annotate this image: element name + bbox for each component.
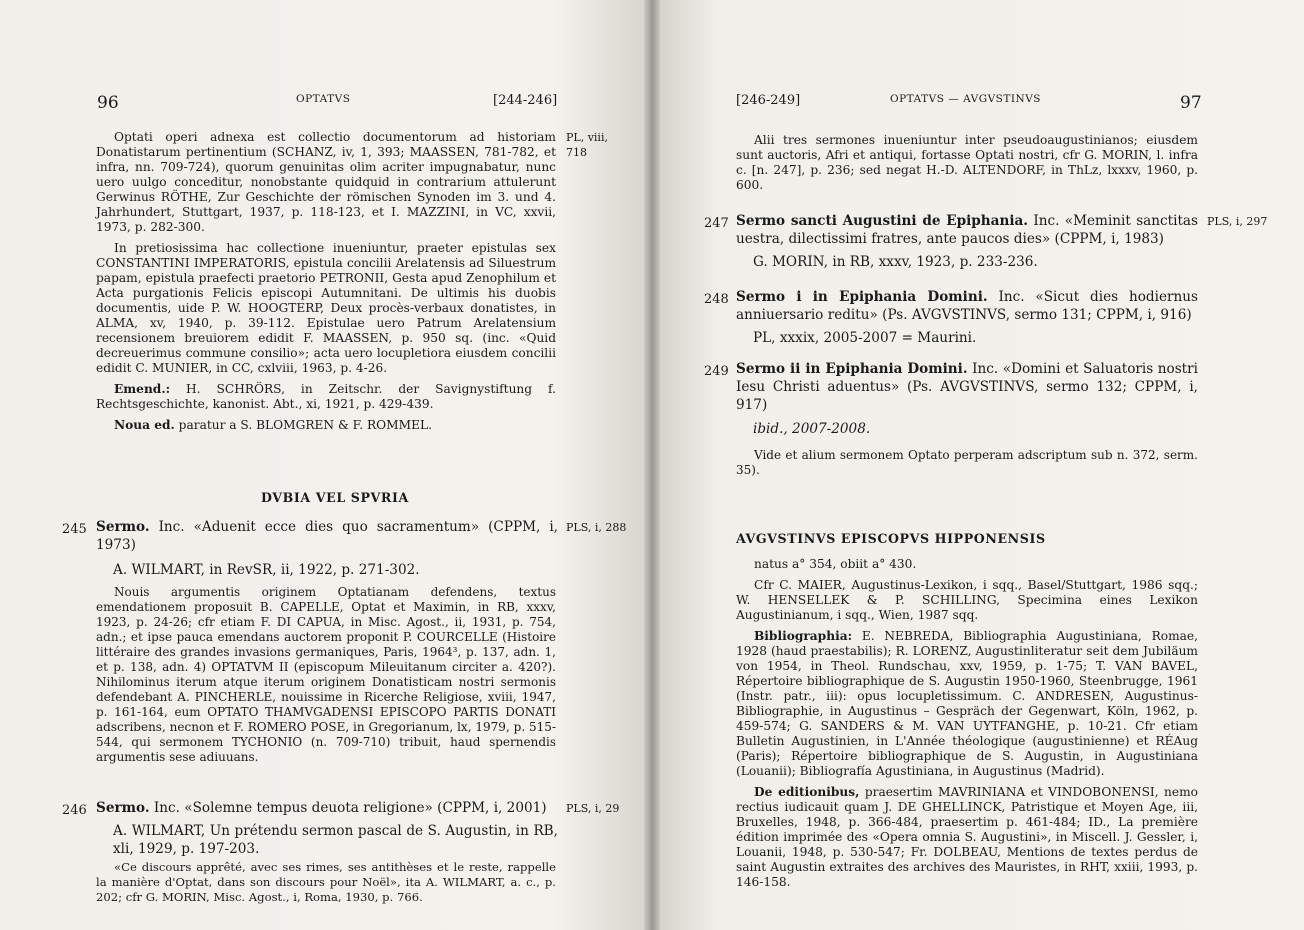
running-head: OPTATVS — AVGVSTINVS xyxy=(890,93,1041,105)
section-title: DVBIA VEL SPVRIA xyxy=(261,490,409,505)
entry-245 xyxy=(96,518,558,554)
running-head: OPTATVS xyxy=(296,93,351,105)
editionibus-label: De editionibus, xyxy=(754,785,860,799)
margin-note: PLS, i, 29 xyxy=(566,802,620,815)
page-number: 97 xyxy=(1180,93,1202,113)
editionibus-text: praesertim MAVRINIANA et VINDOBONENSI, nemo rectius iudicauit quam J. DE GHELLINCK, Patristique et Moyen Age, iii, Bruxelles, 1948, p. 366-484, praesertim p. 461-484; ID., La première édition imprimée des «Opera omnia S. Augustini», in Miscell. J. Gessler, i, Louanii, 1948, p. 530-547; Fr. DOLBEAU, Mentions de textes perdus de saint Augustin extraites des archives des Mauristes, in RHT, xxiii, 1993, p. 146-158. xyxy=(736,785,1198,889)
emend-label: Emend.: xyxy=(114,382,171,396)
entry-reference: PL, xxxix, 2005-2007 = Maurini. xyxy=(753,330,977,346)
entry-number: 248 xyxy=(704,292,729,307)
entry-reference: A. WILMART, Un prétendu sermon pascal de S. Augustin, in RB, xli, 1929, p. 197-203. xyxy=(113,823,558,857)
entry-text: Inc. «Solemne tempus deuota religione» (CPPM, i, 2001) xyxy=(153,800,547,816)
intro-paragraph-1: Optati operi adnexa est collectio documentorum ad historiam Donatistarum pertinentium (SCHANZ, iv, 1, 393; MAASSEN, 781-782, et infra, nn. 709-724), quorum genuinitas olim acriter impugnabatur, nunc uero uulgo conceditur, nonobstante quidquid in contrarium attulerunt Gerwinus RÖTHE, Zur Geschichte der römischen Synoden im 3. und 4. Jahrhundert, Stuttgart, 1937, p. 118-123, et I. MAZZINI, in VC, xxvii, 1973, p. 282-300. xyxy=(96,130,556,234)
margin-note: PLS, i, 288 xyxy=(566,521,627,534)
intro-text: Alii tres sermones inueniuntur inter pseudoaugustinianos; eiusdem sunt auctoris, Afri et antiqui, fortasse Optati nostri, cfr G. MORIN, l. infra c. [n. 247], p. 236; sed negat H.-D. ALTENDORF, in ThLz, lxxxv, 1960, p. 600. xyxy=(736,133,1198,192)
biography-dates: natus a° 354, obiit a° 430. xyxy=(754,557,917,571)
book-gutter xyxy=(644,0,660,930)
page-range: [244-246] xyxy=(493,93,558,108)
entry-number: 249 xyxy=(704,364,729,379)
entry-number: 246 xyxy=(62,803,87,818)
entry-number: 245 xyxy=(62,522,87,537)
bibliographia-text: E. NEBREDA, Bibliographia Augustiniana, Romae, 1928 (haud praestabilis); R. LORENZ, Augustinliteratur seit dem Jubiläum von 1954, in Theol. Rundschau, xxv, 1959, p. 1-75; T. VAN BAVEL, Répertoire bibliographique de S. Augustin 1950-1960, Steenbrugge, 1961 (Instr. patr., iii): opus locupletissimum. C. ANDRESEN, Augustinus-Bibliographie, in Augustinus – Gespräch der Gegenwart, Köln, 1962, p. 459-574; G. SANDERS & M. VAN UYTFANGHE, p. 10-21. Cfr etiam Bulletin Augustinien, in L'Année théologique (augustinienne) et RÉAug (Paris); Répertoire bibliographique de S. Augustin, in Augustiniana (Louanii); Bibliografía Agustiniana, in Augustinus (Madrid). xyxy=(736,629,1198,778)
entry-reference: G. MORIN, in RB, xxxv, 1923, p. 233-236. xyxy=(753,254,1038,270)
entry-reference: ibid., 2007-2008. xyxy=(753,421,871,437)
entry-248 xyxy=(736,288,1198,324)
biography-text xyxy=(736,557,1198,896)
page-number: 96 xyxy=(97,93,119,113)
entry-title: Sermo. xyxy=(96,800,150,816)
page-range: [246-249] xyxy=(736,93,801,108)
entry-text: Inc. «Sicut dies hodiernus anniuersario reditu» (Ps. AVGVSTINVS, sermo 131; CPPM, i, 916) xyxy=(736,289,1198,323)
entry-note: Nouis argumentis originem Optatianam defendens, textus emendationem proposuit B. CAPELLE, Optat et Maximin, in RB, xxxv, 1923, p. 24-26; cfr etiam F. DI CAPUA, in Misc. Agost., ii, 1931, p. 754, adn.; et ipse pauca emendans auctorem proponit P. COURCELLE (Histoire littéraire des grandes invasions germaniques, Paris, 1964³, p. 137, adn. 1, et p. 138, adn. 4) OPTATVM II (episcopum Mileuitanum circiter a. 420?). Nihilominus iterum atque iterum originem Donatisticam nostri sermonis defendebant A. PINCHERLE, nouissime in Ricerche Religiose, xviii, 1947, p. 161-164, eum OPTATO THAMVGADENSI EPISCOPO PARTIS DONATI adscribens, necnon et F. ROMERO POSE, in Gregorianum, lx, 1979, p. 515-544, qui sermonem TYCHONIO (n. 709-710) tribuit, haud spernendis argumentis sese adiuuans. xyxy=(96,585,556,764)
noua-text: paratur a S. BLOMGREN & F. ROMMEL. xyxy=(178,418,432,432)
biography-cfr: Cfr C. MAIER, Augustinus-Lexikon, i sqq., Basel/Stuttgart, 1986 sqq.; W. HENSELLEK & P. SCHILLING, Specimina eines Lexikon Augustinianum, i sqq., Wien, 1987 sqq. xyxy=(736,578,1198,622)
entry-note: Vide et alium sermonem Optato perperam adscriptum sub n. 372, serm. 35). xyxy=(736,448,1198,477)
entry-text: Inc. «Aduenit ecce dies quo sacramentum» (CPPM, i, 1973) xyxy=(96,519,558,553)
entry-249 xyxy=(736,360,1198,414)
entry-text: Inc. «Domini et Saluatoris nostri Iesu Christi aduentus» (Ps. AVGVSTINVS, sermo 132; CPPM, i, 917) xyxy=(736,361,1198,413)
entry-title: Sermo sancti Augustini de Epiphania. xyxy=(736,213,1029,229)
margin-note: PL, viii, 718 xyxy=(566,131,608,159)
entry-title: Sermo. xyxy=(96,519,150,535)
bibliographia-label: Bibliographia: xyxy=(754,629,853,643)
entry-text: Inc. «Meminit sanctitas uestra, dilectissimi fratres, ante paucos dies» (CPPM, i, 1983) xyxy=(736,213,1198,247)
margin-note: PLS, i, 297 xyxy=(1207,215,1268,228)
emend-text: H. SCHRÖRS, in Zeitschr. der Savignystiftung f. Rechtsgeschichte, kanonist. Abt., xi, 1921, p. 429-439. xyxy=(96,382,556,411)
entry-note: «Ce discours apprêté, avec ses rimes, ses antithèses et le reste, rappelle la manière d'Optat, dans son discours pour Noël», ita A. WILMART, a. c., p. 202; cfr G. MORIN, Misc. Agost., i, Roma, 1930, p. 766. xyxy=(96,860,556,904)
noua-label: Noua ed. xyxy=(114,418,175,432)
right-page xyxy=(652,0,1304,930)
entry-246 xyxy=(96,799,558,817)
section-title: AVGVSTINVS EPISCOPVS HIPPONENSIS xyxy=(736,531,1046,546)
entry-title: Sermo i in Epiphania Domini. xyxy=(736,289,988,305)
intro-text xyxy=(96,130,556,439)
entry-reference: A. WILMART, in RevSR, ii, 1922, p. 271-302. xyxy=(113,562,420,578)
intro-paragraph-2: In pretiosissima hac collectione inueniuntur, praeter epistulas sex CONSTANTINI IMPERATORIS, epistula concilii Arelatensis ad Siluestrum papam, epistula praefecti praetorio PETRONII, Gesta apud Zenophilum et Acta purgationis Felicis episcopi Autumnitani. De ultimis his duobis documentis, uide P. W. HOOGTERP, Deux procès-verbaux donatistes, in ALMA, xv, 1940, p. 39-112. Epistulae uero Patrum Arelatensium recensionem breuiorem edidit F. MAASSEN, p. 950 sq. (inc. «Quid decreuerimus commune consilio»; acta uero locupletiora eiusdem concilii edidit C. MUNIER, in CC, cxlviii, 1963, p. 4-26. xyxy=(96,241,556,375)
entry-247 xyxy=(736,212,1198,248)
entry-title: Sermo ii in Epiphania Domini. xyxy=(736,361,968,377)
entry-number: 247 xyxy=(704,216,729,231)
